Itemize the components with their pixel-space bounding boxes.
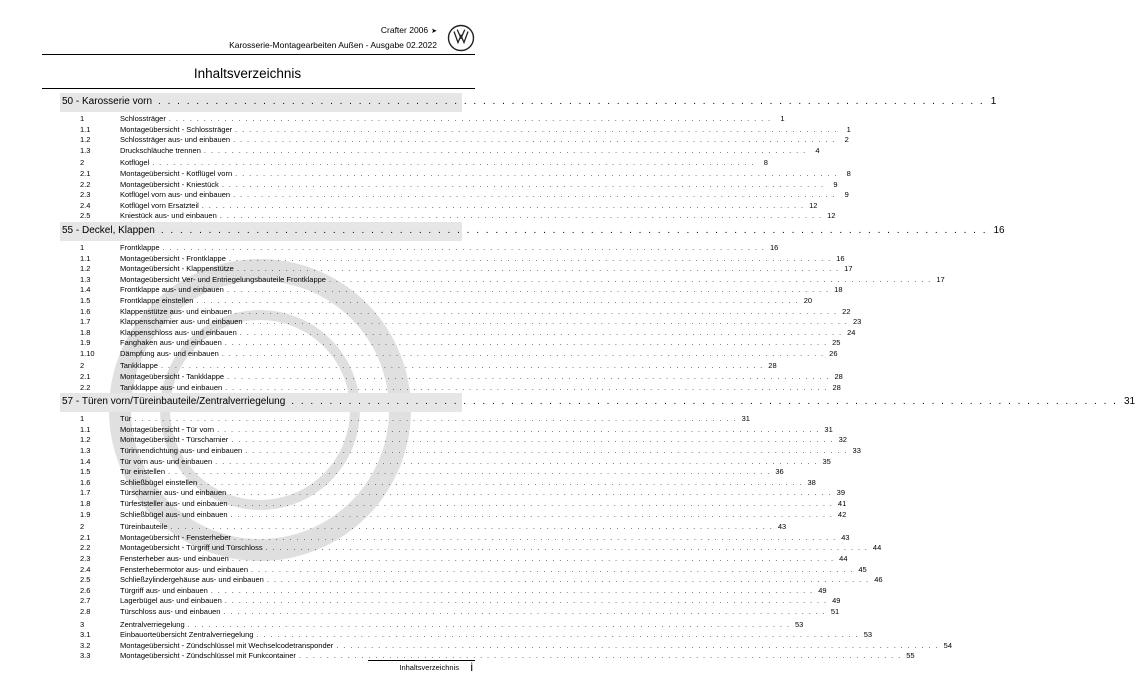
item-title: Montageübersicht - Klappenstütze	[120, 264, 234, 274]
chapter-title: 50 - Karosserie vorn	[62, 96, 153, 107]
dot-leader: . . . . . . . . . . . . . . . . . . . . . . . . . . . . . . . . . . . . . . . . . . . . . . . . . . . . . . . . . . . . . . . . . . . . . . . . . . . . . . . . . . . . . . .	[201, 200, 805, 210]
toc-item[interactable]	[60, 488, 846, 499]
toc-item[interactable]	[60, 338, 841, 349]
item-number: 2.6	[80, 585, 91, 595]
item-number: 1.3	[80, 145, 91, 155]
header-divider	[42, 54, 475, 55]
item-title: Montageübersicht - Türscharnier	[120, 435, 229, 445]
item-page: 16	[836, 253, 845, 263]
item-page: 1	[846, 124, 851, 134]
item-page: 17	[936, 274, 945, 284]
item-number: 1.5	[80, 295, 91, 305]
item-number: 1.10	[80, 348, 95, 358]
dot-leader: . . . . . . . . . . . . . . . . . . . . . . . . . . . . . . . . . . . . . . . . . . . . . . . . . . . . . . . . . . . . . . . . . . . . . . . . . . . . . . . . . . . . . . .	[158, 96, 985, 107]
item-page: 53	[863, 630, 873, 640]
item-page: 39	[836, 488, 846, 498]
dot-leader: . . . . . . . . . . . . . . . . . . . . . . . . . . . . . . . . . . . . . . . . . . . . . . . . . . . . . . . . . . . . . . . . . . . . . . . . . . . . . . . . . . . . . . .	[160, 361, 764, 371]
item-title: Montageübersicht - Kotflügel vorn	[120, 168, 233, 178]
item-page: 32	[838, 435, 847, 445]
item-title: Fensterhebermotor aus- und einbauen	[120, 564, 248, 574]
dot-leader: . . . . . . . . . . . . . . . . . . . . . . . . . . . . . . . . . . . . . . . . . . . . . . . . . . . . . . . . . . . . . . . . . . . . . . . . . . . . . . . . . . . . . . .	[234, 306, 838, 316]
item-number: 2.1	[80, 532, 91, 542]
item-title: Montageübersicht - Zündschlüssel mit Wechselcodetransponder	[120, 640, 334, 650]
item-number: 1.2	[80, 135, 91, 145]
vw-logo-icon	[447, 24, 475, 52]
toc-item[interactable]	[60, 499, 847, 510]
section-title: Türeinbauteile	[120, 522, 168, 532]
item-page: 9	[844, 190, 849, 200]
toc-item[interactable]	[60, 168, 851, 180]
item-title: Tür vorn aus- und einbauen	[120, 456, 213, 466]
dot-leader: . . . . . . . . . . . . . . . . . . . . . . . . . . . . . . . . . . . . . . . . . . . . . . . . . . . . . . . . . . . . . . . . . . . . . . . . . . . . . . . . . . . . . . .	[328, 274, 932, 284]
toc-section[interactable]	[60, 522, 787, 533]
dot-leader: . . . . . . . . . . . . . . . . . . . . . . . . . . . . . . . . . . . . . . . . . . . . . . . . . . . . . . . . . . . . . . . . . . . . . . . . . . . . . . . . . . . . . . .	[221, 179, 825, 189]
section-number: 1	[80, 414, 85, 424]
item-title: Dämpfung aus- und einbauen	[120, 348, 219, 358]
toc-section[interactable]	[60, 361, 777, 372]
toc-item[interactable]	[60, 564, 867, 576]
dot-leader: . . . . . . . . . . . . . . . . . . . . . . . . . . . . . . . . . . . . . . . . . . . . . . . . . . . . . . . . . . . . . . . . . . . . . . . . . . . . . . . . . . . . . . .	[256, 630, 860, 640]
toc-item[interactable]	[60, 274, 945, 286]
item-title: Schließzylindergehäuse aus- und einbauen	[120, 575, 264, 585]
section-number: 2	[80, 158, 85, 168]
dot-leader: . . . . . . . . . . . . . . . . . . . . . . . . . . . . . . . . . . . . . . . . . . . . . . . . . . . . . . . . . . . . . . . . . . . . . . . . . . . . . . . . . . . . . . .	[231, 553, 835, 563]
item-page: 24	[847, 327, 856, 337]
item-number: 2.5	[80, 211, 91, 221]
dot-leader: . . . . . . . . . . . . . . . . . . . . . . . . . . . . . . . . . . . . . . . . . . . . . . . . . . . . . . . . . . . . . . . . . . . . . . . . . . . . . . . . . . . . . . .	[187, 619, 791, 629]
toc-item[interactable]	[60, 585, 827, 597]
item-number: 2.4	[80, 564, 91, 574]
dot-leader: . . . . . . . . . . . . . . . . . . . . . . . . . . . . . . . . . . . . . . . . . . . . . . . . . . . . . . . . . . . . . . . . . . . . . . . . . . . . . . . . . . . . . . .	[217, 424, 820, 434]
dot-leader: . . . . . . . . . . . . . . . . . . . . . . . . . . . . . . . . . . . . . . . . . . . . . . . . . . . . . . . . . . . . . . . . . . . . . . . . . . . . . . . . . . . . . . .	[224, 338, 828, 348]
item-title: Fensterheber aus- und einbauen	[120, 553, 229, 563]
toc-item[interactable]	[60, 200, 818, 212]
chapter-page: 31	[1123, 396, 1136, 408]
item-title: Einbauorteübersicht Zentralverriegelung	[120, 630, 254, 640]
dot-leader: . . . . . . . . . . . . . . . . . . . . . . . . . . . . . . . . . . . . . . . . . . . . . . . . . . . . . . . . . . . . . . . . . . . . . . . . . . . . . . . . . . . . . . .	[265, 543, 869, 553]
chapter-title: 55 - Deckel, Klappen	[62, 224, 155, 236]
dot-leader: . . . . . . . . . . . . . . . . . . . . . . . . . . . . . . . . . . . . . . . . . . . . . . . . . . . . . . . . . . . . . . . . . . . . . . . . . . . . . . . . . . . . . . .	[225, 382, 828, 392]
toc-item[interactable]	[60, 285, 843, 296]
toc-section-block	[60, 619, 952, 662]
toc-item[interactable]	[60, 253, 845, 265]
item-number: 3.2	[80, 640, 91, 650]
item-title: Türgriff aus- und einbauen	[120, 585, 208, 595]
table-of-contents	[60, 93, 1136, 662]
dot-leader: . . . . . . . . . . . . . . . . . . . . . . . . . . . . . . . . . . . . . . . . . . . . . . . . . . . . . . . . . . . . . . . . . . . . . . . . . . . . . . . . . . . . . . .	[196, 295, 800, 305]
dot-leader: . . . . . . . . . . . . . . . . . . . . . . . . . . . . . . . . . . . . . . . . . . . . . . . . . . . . . . . . . . . . . . . . . . . . . . . . . . . . . . . . . . . . . . .	[239, 327, 843, 337]
item-page: 8	[846, 168, 851, 178]
dot-leader: . . . . . . . . . . . . . . . . . . . . . . . . . . . . . . . . . . . . . . . . . . . . . . . . . . . . . . . . . . . . . . . . . . . . . . . . . . . . . . . . . . . . . . .	[251, 564, 854, 574]
item-number: 1.3	[80, 274, 91, 284]
section-page: 53	[794, 619, 804, 629]
item-page: 31	[824, 424, 833, 434]
dot-leader: . . . . . . . . . . . . . . . . . . . . . . . . . . . . . . . . . . . . . . . . . . . . . . . . . . . . . . . . . . . . . . . . . . . . . . . . . . . . . . . . . . . . . . .	[245, 446, 848, 456]
item-number: 2.5	[80, 575, 91, 585]
item-number: 2.1	[80, 168, 91, 178]
dot-leader: . . . . . . . . . . . . . . . . . . . . . . . . . . . . . . . . . . . . . . . . . . . . . . . . . . . . . . . . . . . . . . . . . . . . . . . . . . . . . . . . . . . . . . .	[235, 168, 838, 178]
footer-page-number: i	[470, 660, 473, 674]
dot-leader: . . . . . . . . . . . . . . . . . . . . . . . . . . . . . . . . . . . . . . . . . . . . . . . . . . . . . . . . . . . . . . . . . . . . . . . . . . . . . . . . . . . . . . .	[200, 477, 803, 487]
item-number: 2.2	[80, 543, 91, 553]
arrow-icon: ➤	[431, 28, 437, 35]
dot-leader: . . . . . . . . . . . . . . . . . . . . . . . . . . . . . . . . . . . . . . . . . . . . . . . . . . . . . . . . . . . . . . . . . . . . . . . . . . . . . . . . . . . . . . .	[162, 242, 766, 252]
toc-item[interactable]	[60, 596, 841, 607]
toc-item[interactable]	[60, 477, 816, 489]
item-number: 1.9	[80, 509, 91, 519]
item-title: Lagerbügel aus- und einbauen	[120, 596, 222, 606]
item-number: 1.1	[80, 424, 91, 434]
item-page: 12	[827, 211, 836, 221]
item-page: 18	[834, 285, 843, 295]
dot-leader: . . . . . . . . . . . . . . . . . . . . . . . . . . . . . . . . . . . . . . . . . . . . . . . . . . . . . . . . . . . . . . . . . . . . . . . . . . . . . . . . . . . . . . .	[230, 509, 834, 519]
item-title: Frontklappe aus- und einbauen	[120, 285, 224, 295]
dot-leader: . . . . . . . . . . . . . . . . . . . . . . . . . . . . . . . . . . . . . . . . . . . . . . . . . . . . . . . . . . . . . . . . . . . . . . . . . . . . . . . . . . . . . . .	[203, 145, 807, 155]
footer-label: Inhaltsverzeichnis	[399, 663, 459, 672]
manual-subtitle: Karosserie-Montagearbeiten Außen - Ausgabe 02.2022	[229, 40, 437, 50]
dot-leader: . . . . . . . . . . . . . . . . . . . . . . . . . . . . . . . . . . . . . . . . . . . . . . . . . . . . . . . . . . . . . . . . . . . . . . . . . . . . . . . . . . . . . . .	[227, 372, 830, 382]
toc-item[interactable]	[60, 606, 840, 618]
toc-section[interactable]	[60, 619, 804, 631]
toc-section-block	[60, 158, 851, 222]
toc-item[interactable]	[60, 211, 836, 222]
item-number: 1.6	[80, 306, 91, 316]
toc-item[interactable]	[60, 553, 848, 565]
title-divider	[42, 88, 475, 89]
item-number: 2.1	[80, 372, 91, 382]
section-title: Tankklappe	[120, 361, 158, 371]
item-page: 9	[833, 179, 838, 189]
item-page: 38	[807, 477, 816, 487]
dot-leader: . . . . . . . . . . . . . . . . . . . . . . . . . . . . . . . . . . . . . . . . . . . . . . . . . . . . . . . . . . . . . . . . . . . . . . . . . . . . . . . . . . . . . . .	[228, 253, 832, 263]
item-number: 2.2	[80, 179, 91, 189]
item-page: 44	[872, 543, 882, 553]
item-title: Kotflügel vorn aus- und einbauen	[120, 190, 231, 200]
item-title: Montageübersicht - Fensterheber	[120, 532, 231, 542]
toc-item[interactable]	[60, 264, 853, 275]
item-number: 3.1	[80, 630, 91, 640]
toc-item[interactable]	[60, 382, 841, 394]
section-page: 28	[768, 361, 777, 371]
item-page: 23	[852, 317, 862, 327]
item-title: Türscharnier aus- und einbauen	[120, 488, 227, 498]
item-title: Montageübersicht - Türgriff und Türschloss	[120, 543, 263, 553]
page-header	[0, 0, 495, 64]
toc-section[interactable]	[60, 414, 750, 425]
item-title: Montageübersicht - Tankklappe	[120, 372, 225, 382]
toc-chapter[interactable]	[60, 222, 1005, 241]
item-number: 1.8	[80, 327, 91, 337]
item-page: 49	[818, 585, 827, 595]
item-title: Türschloss aus- und einbauen	[120, 606, 221, 616]
model-name: Crafter 2006 ➤	[380, 25, 437, 35]
dot-leader: . . . . . . . . . . . . . . . . . . . . . . . . . . . . . . . . . . . . . . . . . . . . . . . . . . . . . . . . . . . . . . . . . . . . . . . . . . . . . . . . . . . . . . .	[236, 264, 840, 274]
item-page: 44	[839, 553, 848, 563]
toc-item[interactable]	[60, 306, 851, 318]
section-number: 2	[80, 361, 85, 371]
item-title: Schließbügel aus- und einbauen	[120, 509, 228, 519]
item-title: Türfeststeller aus- und einbauen	[120, 499, 228, 508]
item-title: Montageübersicht - Tür vorn	[120, 424, 215, 434]
item-title: Tür einstellen	[120, 467, 166, 477]
dot-leader: . . . . . . . . . . . . . . . . . . . . . . . . . . . . . . . . . . . . . . . . . . . . . . . . . . . . . . . . . . . . . . . . . . . . . . . . . . . . . . . . . . . . . . .	[245, 317, 849, 327]
item-page: 28	[834, 372, 843, 382]
section-number: 1	[80, 114, 85, 123]
dot-leader: . . . . . . . . . . . . . . . . . . . . . . . . . . . . . . . . . . . . . . . . . . . . . . . . . . . . . . . . . . . . . . . . . . . . . . . . . . . . . . . . . . . . . . .	[266, 575, 870, 585]
toc-section-block	[60, 522, 883, 617]
item-number: 1.1	[80, 124, 91, 134]
toc-section-block	[60, 414, 861, 520]
item-number: 1.4	[80, 285, 91, 295]
toc-item[interactable]	[60, 467, 784, 478]
section-page: 31	[741, 414, 750, 424]
dot-leader: . . . . . . . . . . . . . . . . . . . . . . . . . . . . . . . . . . . . . . . . . . . . . . . . . . . . . . . . . . . . . . . . . . . . . . . . . . . . . . . . . . . . . . .	[215, 456, 818, 466]
toc-section-block	[60, 114, 851, 156]
item-page: 54	[943, 640, 952, 650]
item-number: 1.9	[80, 338, 91, 348]
item-page: 12	[809, 200, 818, 210]
item-page: 42	[837, 509, 847, 519]
item-title: Klappenstütze aus- und einbauen	[120, 306, 232, 316]
section-page: 8	[763, 158, 768, 168]
section-number: 2	[80, 522, 85, 532]
dot-leader: . . . . . . . . . . . . . . . . . . . . . . . . . . . . . . . . . . . . . . . . . . . . . . . . . . . . . . . . . . . . . . . . . . . . . . . . . . . . . . . . . . . . . . .	[233, 135, 836, 145]
item-title: Klappenschloss aus- und einbauen	[120, 327, 237, 337]
toc-item[interactable]	[60, 348, 838, 360]
toc-item[interactable]	[60, 424, 833, 436]
item-page: 4	[815, 145, 820, 155]
dot-leader: . . . . . . . . . . . . . . . . . . . . . . . . . . . . . . . . . . . . . . . . . . . . . . . . . . . . . . . . . . . . . . . . . . . . . . . . . . . . . . . . . . . . . . .	[168, 467, 771, 477]
section-page: 1	[780, 114, 785, 123]
item-page: 51	[830, 606, 840, 616]
toc-section-block	[60, 242, 945, 360]
dot-leader: . . . . . . . . . . . . . . . . . . . . . . . . . . . . . . . . . . . . . . . . . . . . . . . . . . . . . . . . . . . . . . . . . . . . . . . . . . . . . . . . . . . . . . .	[298, 651, 902, 661]
item-title: Klappenscharnier aus- und einbauen	[120, 317, 243, 327]
toc-item[interactable]	[60, 630, 873, 641]
item-title: Tankklappe aus- und einbauen	[120, 382, 223, 392]
item-title: Montageübersicht - Schlossträger	[120, 124, 233, 134]
dot-leader: . . . . . . . . . . . . . . . . . . . . . . . . . . . . . . . . . . . . . . . . . . . . . . . . . . . . . . . . . . . . . . . . . . . . . . . . . . . . . . . . . . . . . . .	[233, 532, 837, 542]
item-title: Montageübersicht - Kniestück	[120, 179, 219, 189]
toc-item[interactable]	[60, 295, 813, 307]
item-page: 36	[775, 467, 784, 477]
item-page: 2	[844, 135, 849, 145]
item-page: 26	[829, 348, 838, 358]
footer-divider	[368, 660, 475, 661]
dot-leader: . . . . . . . . . . . . . . . . . . . . . . . . . . . . . . . . . . . . . . . . . . . . . . . . . . . . . . . . . . . . . . . . . . . . . . . . . . . . . . . . . . . . . . .	[233, 190, 836, 200]
toc-item[interactable]	[60, 135, 849, 146]
item-number: 1.2	[80, 435, 91, 445]
toc-item[interactable]	[60, 456, 831, 468]
toc-section-block	[60, 361, 843, 393]
section-page: 43	[777, 522, 787, 532]
item-title: Türinnendichtung aus- und einbauen	[120, 446, 243, 456]
item-title: Montageübersicht Ver- und Entriegelungsbauteile Frontklappe	[120, 274, 326, 284]
item-title: Kotflügel vorn Ersatzteil	[120, 200, 199, 210]
dot-leader: . . . . . . . . . . . . . . . . . . . . . . . . . . . . . . . . . . . . . . . . . . . . . . . . . . . . . . . . . . . . . . . . . . . . . . . . . . . . . . . . . . . . . . .	[152, 158, 755, 168]
section-page: 16	[769, 242, 779, 252]
item-number: 1.3	[80, 446, 91, 456]
toc-item[interactable]	[60, 145, 820, 157]
dot-leader: . . . . . . . . . . . . . . . . . . . . . . . . . . . . . . . . . . . . . . . . . . . . . . . . . . . . . . . . . . . . . . . . . . . . . . . . . . . . . . . . . . . . . . .	[235, 124, 838, 134]
section-number: 3	[80, 619, 85, 629]
dot-leader: . . . . . . . . . . . . . . . . . . . . . . . . . . . . . . . . . . . . . . . . . . . . . . . . . . . . . . . . . . . . . . . . . . . . . . . . . . . . . . . . . . . . . . .	[221, 348, 825, 358]
dot-leader: . . . . . . . . . . . . . . . . . . . . . . . . . . . . . . . . . . . . . . . . . . . . . . . . . . . . . . . . . . . . . . . . . . . . . . . . . . . . . . . . . . . . . . .	[226, 285, 830, 295]
toc-chapter[interactable]	[60, 93, 997, 112]
toc-item[interactable]	[60, 435, 847, 446]
dot-leader: . . . . . . . . . . . . . . . . . . . . . . . . . . . . . . . . . . . . . . . . . . . . . . . . . . . . . . . . . . . . . . . . . . . . . . . . . . . . . . . . . . . . . . .	[336, 640, 939, 650]
item-page: 33	[852, 446, 861, 456]
section-title: Tür	[120, 414, 132, 424]
item-number: 1.7	[80, 317, 91, 327]
toc-item[interactable]	[60, 124, 851, 136]
chapter-page: 1	[990, 96, 997, 107]
item-number: 2.3	[80, 190, 91, 200]
dot-leader: . . . . . . . . . . . . . . . . . . . . . . . . . . . . . . . . . . . . . . . . . . . . . . . . . . . . . . . . . . . . . . . . . . . . . . . . . . . . . . . . . . . . . . .	[231, 435, 834, 445]
item-number: 3.3	[80, 651, 91, 661]
item-number: 1.2	[80, 264, 91, 274]
item-number: 1.6	[80, 477, 91, 487]
item-page: 20	[803, 295, 813, 305]
toc-chapter[interactable]	[60, 393, 1136, 412]
item-page: 46	[874, 575, 883, 585]
toc-item[interactable]	[60, 327, 856, 339]
dot-leader: . . . . . . . . . . . . . . . . . . . . . . . . . . . . . . . . . . . . . . . . . . . . . . . . . . . . . . . . . . . . . . . . . . . . . . . . . . . . . . . . . . . . . . .	[223, 606, 827, 616]
item-title: Montageübersicht - Zündschlüssel mit Funkcontainer	[120, 651, 296, 661]
item-number: 2.7	[80, 596, 91, 606]
item-page: 28	[832, 382, 841, 392]
dot-leader: . . . . . . . . . . . . . . . . . . . . . . . . . . . . . . . . . . . . . . . . . . . . . . . . . . . . . . . . . . . . . . . . . . . . . . . . . . . . . . . . . . . . . . .	[170, 522, 774, 532]
toc-item[interactable]	[60, 179, 838, 191]
dot-leader: . . . . . . . . . . . . . . . . . . . . . . . . . . . . . . . . . . . . . . . . . . . . . . . . . . . . . . . . . . . . . . . . . . . . . . . . . . . . . . . . . . . . . . .	[229, 488, 833, 498]
item-title: Schlossträger aus- und einbauen	[120, 135, 231, 145]
item-number: 2.3	[80, 553, 91, 563]
item-title: Fanghaken aus- und einbauen	[120, 338, 222, 348]
item-page: 17	[844, 264, 853, 274]
section-title: Schlossträger	[120, 114, 166, 123]
item-number: 1.4	[80, 456, 91, 466]
section-title: Kotflügel	[120, 158, 150, 168]
item-number: 1.8	[80, 499, 91, 508]
item-title: Frontklappe einstellen	[120, 295, 194, 305]
item-page: 22	[842, 306, 851, 316]
item-number: 1.1	[80, 253, 91, 263]
page-title: Inhaltsverzeichnis	[193, 66, 302, 81]
toc-section[interactable]	[60, 158, 768, 169]
item-number: 2.8	[80, 606, 91, 616]
item-page: 49	[832, 596, 841, 606]
toc-item[interactable]	[60, 532, 850, 544]
toc-section[interactable]	[60, 114, 785, 125]
toc-item[interactable]	[60, 543, 882, 554]
dot-leader: . . . . . . . . . . . . . . . . . . . . . . . . . . . . . . . . . . . . . . . . . . . . . . . . . . . . . . . . . . . . . . . . . . . . . . . . . . . . . . . . . . . . . . .	[134, 414, 737, 424]
toc-item[interactable]	[60, 509, 847, 521]
toc-item[interactable]	[60, 575, 883, 586]
dot-leader: . . . . . . . . . . . . . . . . . . . . . . . . . . . . . . . . . . . . . . . . . . . . . . . . . . . . . . . . . . . . . . . . . . . . . . . . . . . . . . . . . . . . . . .	[210, 585, 814, 595]
item-title: Schließbügel einstellen	[120, 477, 198, 487]
section-number: 1	[80, 242, 85, 252]
toc-section[interactable]	[60, 242, 779, 254]
dot-leader: . . . . . . . . . . . . . . . . . . . . . . . . . . . . . . . . . . . . . . . . . . . . . . . . . . . . . . . . . . . . . . . . . . . . . . . . . . . . . . . . . . . . . . .	[291, 396, 1118, 408]
toc-item[interactable]	[60, 190, 849, 201]
dot-leader: . . . . . . . . . . . . . . . . . . . . . . . . . . . . . . . . . . . . . . . . . . . . . . . . . . . . . . . . . . . . . . . . . . . . . . . . . . . . . . . . . . . . . . .	[219, 211, 823, 221]
toc-item[interactable]	[60, 640, 952, 652]
item-title: Montageübersicht - Frontklappe	[120, 253, 226, 263]
dot-leader: . . . . . . . . . . . . . . . . . . . . . . . . . . . . . . . . . . . . . . . . . . . . . . . . . . . . . . . . . . . . . . . . . . . . . . . . . . . . . . . . . . . . . . .	[168, 114, 772, 123]
section-title: Zentralverriegelung	[120, 619, 185, 629]
item-page: 41	[837, 499, 847, 508]
item-page: 35	[822, 456, 831, 466]
dot-leader: . . . . . . . . . . . . . . . . . . . . . . . . . . . . . . . . . . . . . . . . . . . . . . . . . . . . . . . . . . . . . . . . . . . . . . . . . . . . . . . . . . . . . . .	[230, 499, 834, 508]
item-number: 2.4	[80, 200, 91, 210]
toc-item[interactable]	[60, 372, 843, 383]
dot-leader: . . . . . . . . . . . . . . . . . . . . . . . . . . . . . . . . . . . . . . . . . . . . . . . . . . . . . . . . . . . . . . . . . . . . . . . . . . . . . . . . . . . . . . .	[160, 224, 988, 236]
toc-item[interactable]	[60, 446, 861, 457]
item-page: 43	[841, 532, 850, 542]
chapter-page: 16	[993, 224, 1005, 236]
item-page: 45	[858, 564, 867, 574]
chapter-title: 57 - Türen vorn/Türeinbauteile/Zentralverriegelung	[62, 396, 286, 408]
item-page: 55	[906, 651, 915, 661]
toc-item[interactable]	[60, 317, 862, 328]
section-title: Frontklappe	[120, 242, 160, 252]
item-title: Kniestück aus- und einbauen	[120, 211, 217, 221]
item-title: Druckschläuche trennen	[120, 145, 201, 155]
dot-leader: . . . . . . . . . . . . . . . . . . . . . . . . . . . . . . . . . . . . . . . . . . . . . . . . . . . . . . . . . . . . . . . . . . . . . . . . . . . . . . . . . . . . . . .	[224, 596, 828, 606]
item-number: 2.2	[80, 382, 91, 392]
item-number: 1.5	[80, 467, 91, 477]
item-number: 1.7	[80, 488, 91, 498]
item-page: 25	[832, 338, 841, 348]
